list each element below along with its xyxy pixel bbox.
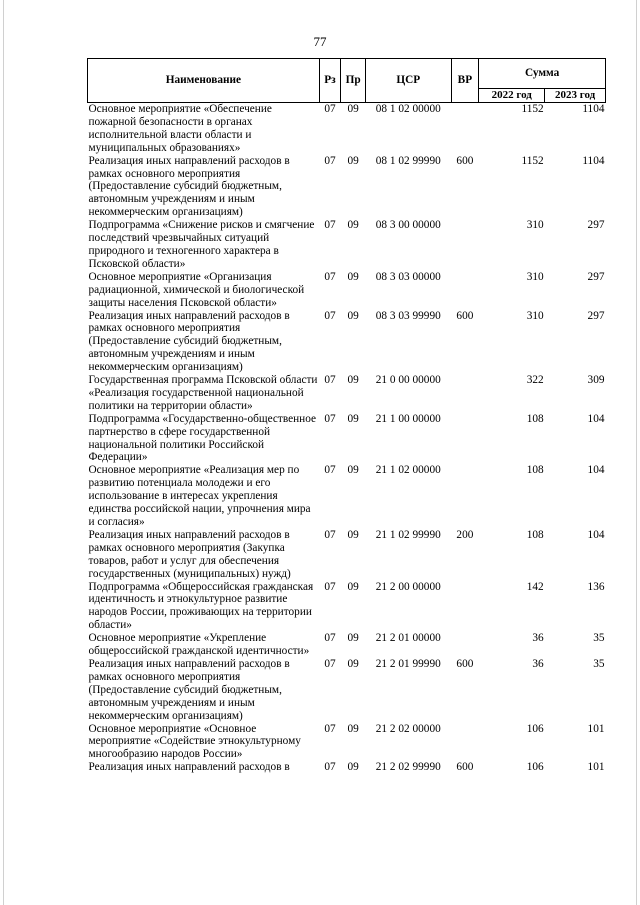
row-rz: 07	[324, 580, 336, 593]
row-rz: 07	[324, 722, 336, 735]
header-vr: ВР	[451, 59, 479, 103]
row-vr: 600	[456, 657, 474, 670]
table-row	[88, 413, 606, 465]
row-vr	[451, 581, 479, 633]
row-pr: 09	[347, 374, 359, 387]
row-csr: 21 2 01 00000	[375, 632, 441, 645]
row-vr: 200	[456, 528, 474, 541]
row-vr	[451, 271, 479, 310]
row-vr: 600	[456, 761, 474, 774]
row-csr: 21 2 02 99990	[375, 761, 441, 774]
row-pr: 09	[347, 761, 359, 774]
row-sum-2023: 297	[587, 270, 605, 283]
row-sum-2023: 297	[587, 219, 605, 232]
row-csr: 08 1 02 00000	[375, 103, 441, 115]
row-name: Реализация иных направлений расходов в рамках основного мероприятия (Предоставление субсидий бюджетным, автономным учреждениям и иным некоммерческим организациям)	[88, 657, 290, 722]
row-pr: 09	[347, 154, 359, 167]
header-rz: Рз	[319, 59, 341, 103]
row-name: Реализация иных направлений расходов в рамках основного мероприятия (Предоставление субсидий бюджетным, автономным учреждениям и иным некоммерческим организациям)	[88, 309, 290, 374]
row-rz: 07	[324, 309, 336, 322]
row-name: Основное мероприятие «Основное мероприятие «Содействие этнокультурному многообразию народов России»	[88, 722, 301, 761]
header-name: Наименование	[88, 59, 320, 103]
row-sum-2022: 1152	[521, 154, 544, 167]
row-sum-2022: 142	[526, 580, 544, 593]
row-vr	[451, 103, 479, 155]
row-rz: 07	[324, 103, 336, 115]
row-sum-2022: 108	[526, 412, 544, 425]
row-csr: 21 2 00 00000	[375, 580, 441, 593]
table-row	[88, 103, 606, 155]
row-csr: 08 3 03 99990	[375, 309, 441, 322]
row-rz: 07	[324, 270, 336, 283]
row-rz: 07	[324, 528, 336, 541]
header-year-2023: 2023 год	[545, 89, 606, 103]
row-pr: 09	[347, 103, 359, 115]
row-sum-2022: 1152	[521, 103, 544, 115]
row-csr: 08 1 02 99990	[375, 154, 441, 167]
table-row	[88, 529, 606, 581]
row-rz: 07	[324, 154, 336, 167]
row-csr: 21 1 00 00000	[375, 412, 441, 425]
table-row	[88, 271, 606, 310]
row-pr: 09	[347, 580, 359, 593]
row-pr: 09	[347, 219, 359, 232]
table-row	[88, 723, 606, 762]
table-row	[88, 658, 606, 723]
row-name: Основное мероприятие «Организация радиационной, химической и биологической защиты населения Псковской области»	[88, 270, 305, 309]
row-rz: 07	[324, 632, 336, 645]
table-body	[88, 103, 606, 775]
row-sum-2022: 106	[526, 722, 544, 735]
row-vr	[451, 413, 479, 465]
row-sum-2023: 104	[587, 412, 605, 425]
row-sum-2022: 108	[526, 528, 544, 541]
row-sum-2022: 310	[526, 309, 544, 322]
row-csr: 08 3 00 00000	[375, 219, 441, 232]
row-sum-2023: 1104	[582, 103, 605, 115]
row-vr	[451, 723, 479, 762]
row-name: Государственная программа Псковской области «Реализация государственной национальной политики на территории области»	[88, 374, 318, 412]
row-pr: 09	[347, 464, 359, 477]
row-rz: 07	[324, 374, 336, 387]
row-sum-2023: 104	[587, 528, 605, 541]
row-vr	[451, 464, 479, 529]
row-sum-2022: 310	[526, 270, 544, 283]
row-name: Реализация иных направлений расходов в рамках основного мероприятия (Закупка товаров, работ и услуг для обеспечения государственных (муниципальных) нужд)	[88, 528, 291, 580]
header-sum: Сумма	[479, 59, 606, 89]
row-name: Основное мероприятие «Реализация мер по развитию потенциала молодежи и его использование в интересах укрепления единства российской нации, упрочнения мира и согласия»	[88, 464, 311, 528]
row-vr	[451, 374, 479, 413]
row-sum-2022: 108	[526, 464, 544, 477]
row-sum-2022: 36	[532, 632, 544, 645]
table-header	[88, 59, 606, 103]
table-row	[88, 581, 606, 633]
row-rz: 07	[324, 219, 336, 232]
row-vr	[451, 632, 479, 658]
row-name: Основное мероприятие «Обеспечение пожарной безопасности в органах исполнительной власти области и муниципальных образованиях»	[88, 103, 272, 154]
row-name: Подпрограмма «Государственно-общественное партнерство в сфере государственной национальной политики Российской Федерации»	[88, 412, 317, 464]
row-vr: 600	[456, 154, 474, 167]
budget-table	[87, 58, 606, 774]
header-pr: Пр	[341, 59, 366, 103]
row-sum-2023: 35	[593, 632, 605, 645]
row-sum-2023: 35	[593, 657, 605, 670]
row-csr: 21 0 00 00000	[375, 374, 441, 387]
row-sum-2023: 101	[587, 761, 605, 774]
row-pr: 09	[347, 528, 359, 541]
table-row	[88, 374, 606, 413]
table-row	[88, 155, 606, 220]
page-number: 77	[313, 34, 327, 49]
row-vr: 600	[456, 309, 474, 322]
row-sum-2023: 101	[587, 722, 605, 735]
row-csr: 21 1 02 99990	[375, 528, 441, 541]
row-name: Подпрограмма «Общероссийская гражданская идентичность и этнокультурное развитие народов России, проживающих на территории области»	[88, 580, 314, 632]
row-pr: 09	[347, 632, 359, 645]
row-rz: 07	[324, 464, 336, 477]
header-csr: ЦСР	[366, 59, 451, 103]
row-sum-2023: 1104	[582, 154, 605, 167]
table-row	[88, 632, 606, 658]
row-sum-2023: 136	[587, 580, 605, 593]
row-rz: 07	[324, 412, 336, 425]
row-sum-2022: 310	[526, 219, 544, 232]
row-name: Основное мероприятие «Укрепление общероссийской гражданской идентичности»	[88, 632, 310, 658]
row-csr: 21 2 01 99990	[375, 657, 441, 670]
row-rz: 07	[324, 761, 336, 774]
table-row	[88, 310, 606, 375]
row-csr: 21 1 02 00000	[375, 464, 441, 477]
table-row	[88, 464, 606, 529]
row-pr: 09	[347, 657, 359, 670]
page-left-edge	[3, 0, 4, 905]
row-pr: 09	[347, 309, 359, 322]
row-sum-2023: 309	[587, 374, 605, 387]
row-name: Реализация иных направлений расходов в рамках основного мероприятия (Предоставление субсидий бюджетным, автономным учреждениям и иным некоммерческим организациям)	[88, 154, 290, 219]
row-sum-2023: 297	[587, 309, 605, 322]
table-row	[88, 219, 606, 271]
row-sum-2022: 106	[526, 761, 544, 774]
table-row	[88, 761, 606, 774]
row-pr: 09	[347, 270, 359, 283]
row-name: Реализация иных направлений расходов в	[88, 761, 290, 774]
header-year-2022: 2022 год	[479, 89, 545, 103]
row-csr: 08 3 03 00000	[375, 270, 441, 283]
row-pr: 09	[347, 412, 359, 425]
row-vr	[451, 219, 479, 271]
row-sum-2023: 104	[587, 464, 605, 477]
row-pr: 09	[347, 722, 359, 735]
row-csr: 21 2 02 00000	[375, 722, 441, 735]
row-name: Подпрограмма «Снижение рисков и смягчение последствий чрезвычайных ситуаций природного и техногенного характера в Псковской области»	[88, 219, 315, 270]
row-sum-2022: 36	[532, 657, 544, 670]
page-right-edge	[636, 0, 637, 905]
row-rz: 07	[324, 657, 336, 670]
row-sum-2022: 322	[526, 374, 544, 387]
